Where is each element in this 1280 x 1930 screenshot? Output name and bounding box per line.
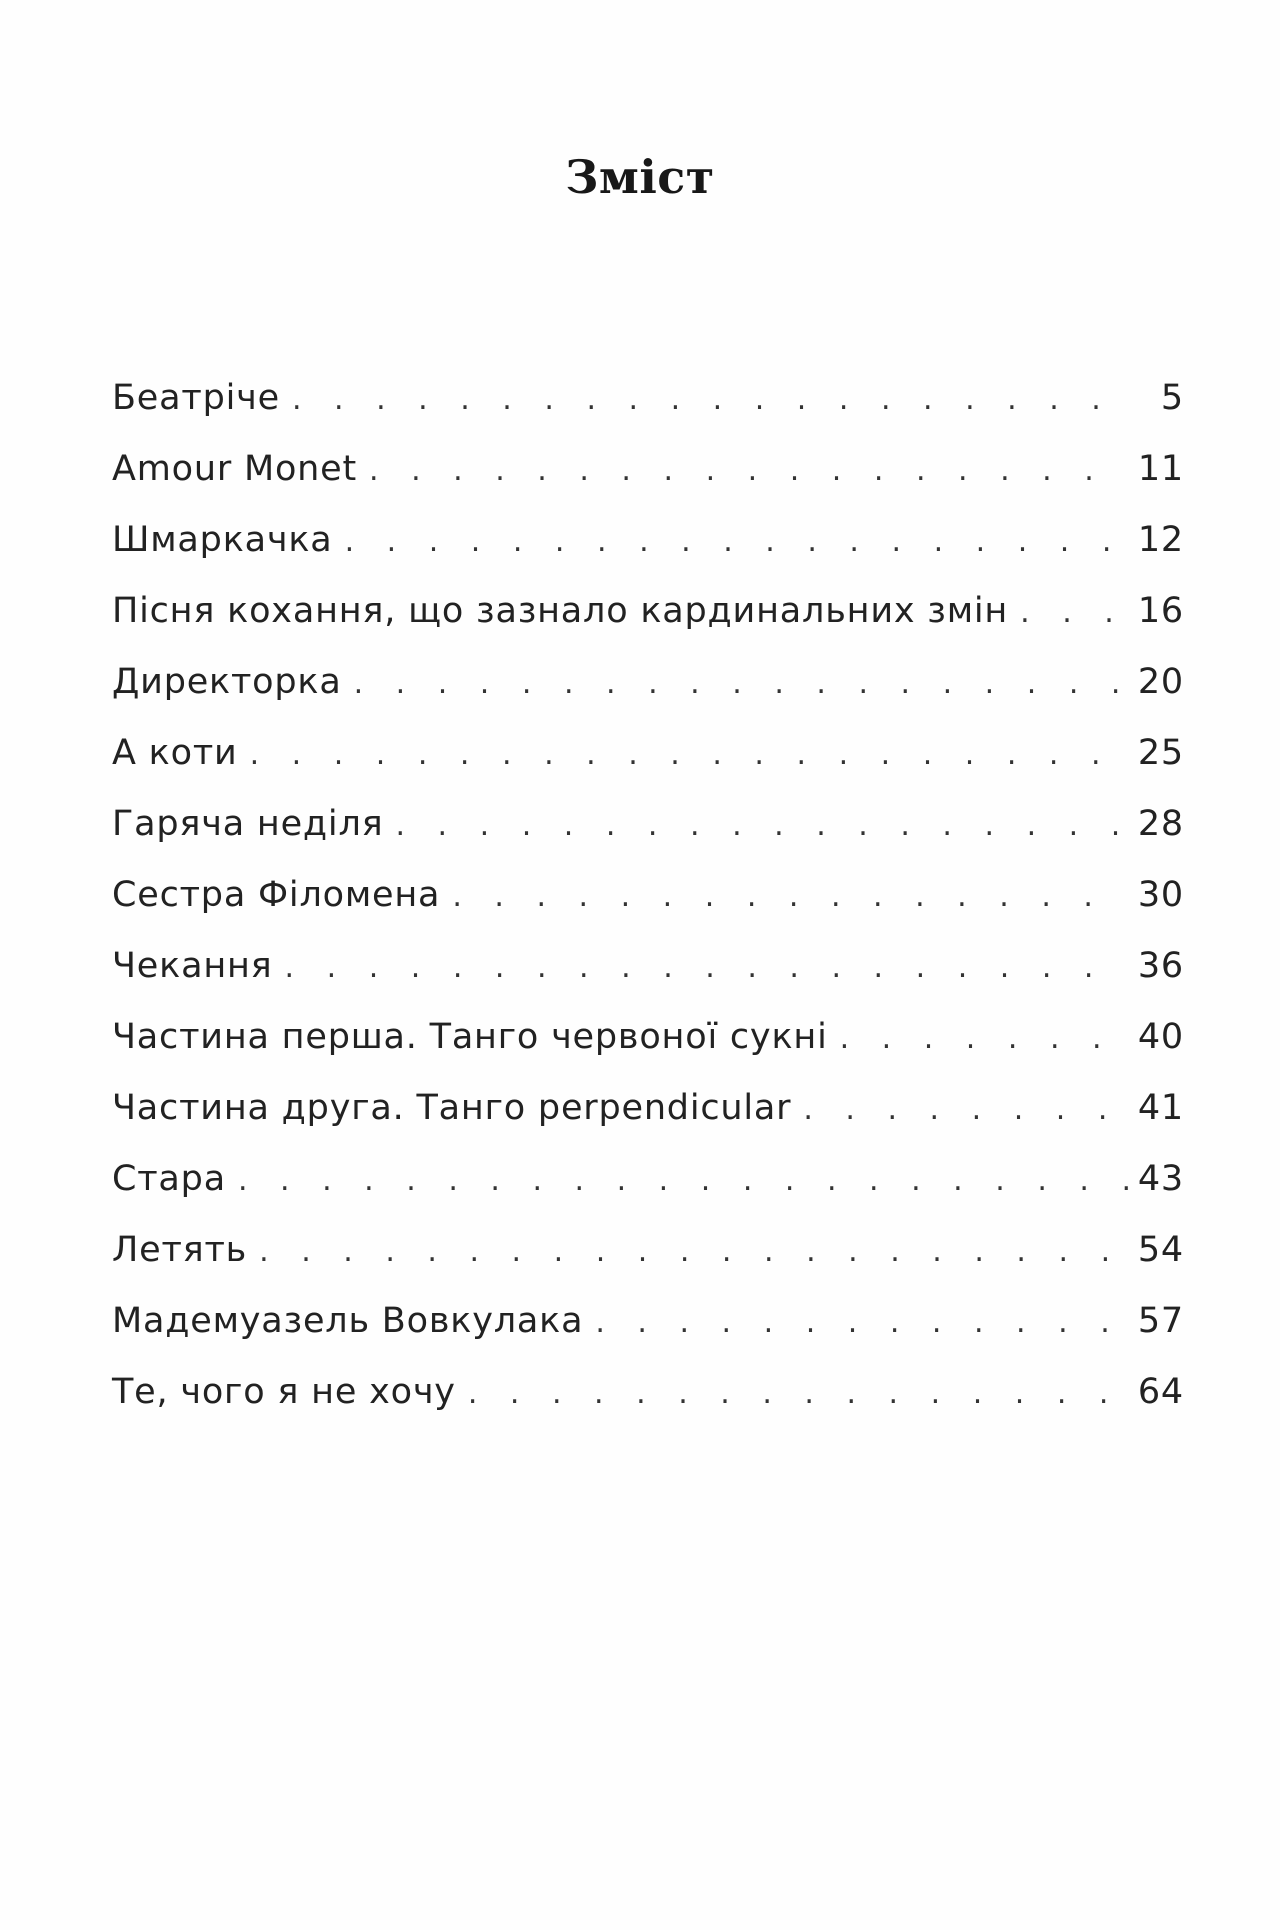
toc-entry-page: 16 [1137,591,1184,631]
toc-entry-page: 28 [1137,804,1184,844]
toc-entry-page: 40 [1137,1017,1184,1057]
dot-leader [238,1163,1128,1198]
toc-entry-page: 64 [1137,1372,1184,1412]
toc-entry-page: 5 [1160,378,1184,418]
toc-entry [112,591,1184,662]
toc-entry-page: 30 [1137,875,1184,915]
dot-leader [395,808,1127,843]
dot-leader [803,1092,1128,1127]
toc-entry [112,378,1184,449]
toc-entry-title: Гаряча неділя [112,804,384,844]
toc-entry [112,733,1184,804]
dot-leader [250,737,1128,772]
dot-leader [259,1234,1128,1269]
toc-entry-title: Сестра Філомена [112,875,441,915]
toc-entry [112,875,1184,946]
dot-leader [292,382,1134,417]
dot-leader [452,879,1128,914]
toc-entry-title: Шмаркачка [112,520,333,560]
toc-entry [112,1017,1184,1088]
toc-entry-page: 57 [1137,1301,1184,1341]
dot-leader [595,1305,1128,1340]
dot-leader [285,950,1128,985]
dot-leader [840,1021,1128,1056]
toc-entry [112,662,1184,733]
toc-entry-page: 41 [1137,1088,1184,1128]
toc-entry [112,1230,1184,1301]
toc-entry-title: Беатріче [112,378,280,418]
toc-entry-page: 54 [1137,1230,1184,1270]
toc-entry [112,1372,1184,1443]
toc-entry-title: А коти [112,733,238,773]
toc-entry [112,1301,1184,1372]
toc-entry [112,1088,1184,1159]
toc-entry-title: Amour Monet [112,449,357,489]
toc-entry-title: Чекання [112,946,273,986]
toc-entry-title: Директорка [112,662,342,702]
toc-entry [112,804,1184,875]
dot-leader [1020,595,1128,630]
toc-entry-title: Пісня кохання, що зазнало кардинальних змін [112,591,1009,631]
toc-entry-page: 43 [1137,1159,1184,1199]
dot-leader [468,1376,1128,1411]
toc-entry-page: 11 [1137,449,1184,489]
toc-entry-title: Мадемуазель Вовкулака [112,1301,584,1341]
toc-entry [112,520,1184,591]
toc-entry-page: 12 [1137,520,1184,560]
toc-entry [112,449,1184,520]
toc-entry-page: 20 [1137,662,1184,702]
dot-leader [345,524,1128,559]
toc-entry [112,946,1184,1017]
toc-entry-title: Частина перша. Танго червоної сукні [112,1017,828,1057]
toc-entry [112,1159,1184,1230]
table-of-contents [112,378,1184,1443]
toc-entry-title: Летять [112,1230,248,1270]
toc-entry-page: 25 [1137,733,1184,773]
toc-entry-title: Частина друга. Танго perpendicular [112,1088,792,1128]
dot-leader [354,666,1128,701]
dot-leader [369,453,1128,488]
toc-entry-title: Стара [112,1159,226,1199]
toc-entry-page: 36 [1137,946,1184,986]
page-title: Зміст [565,150,715,204]
toc-entry-title: Те, чого я не хочу [112,1372,456,1412]
